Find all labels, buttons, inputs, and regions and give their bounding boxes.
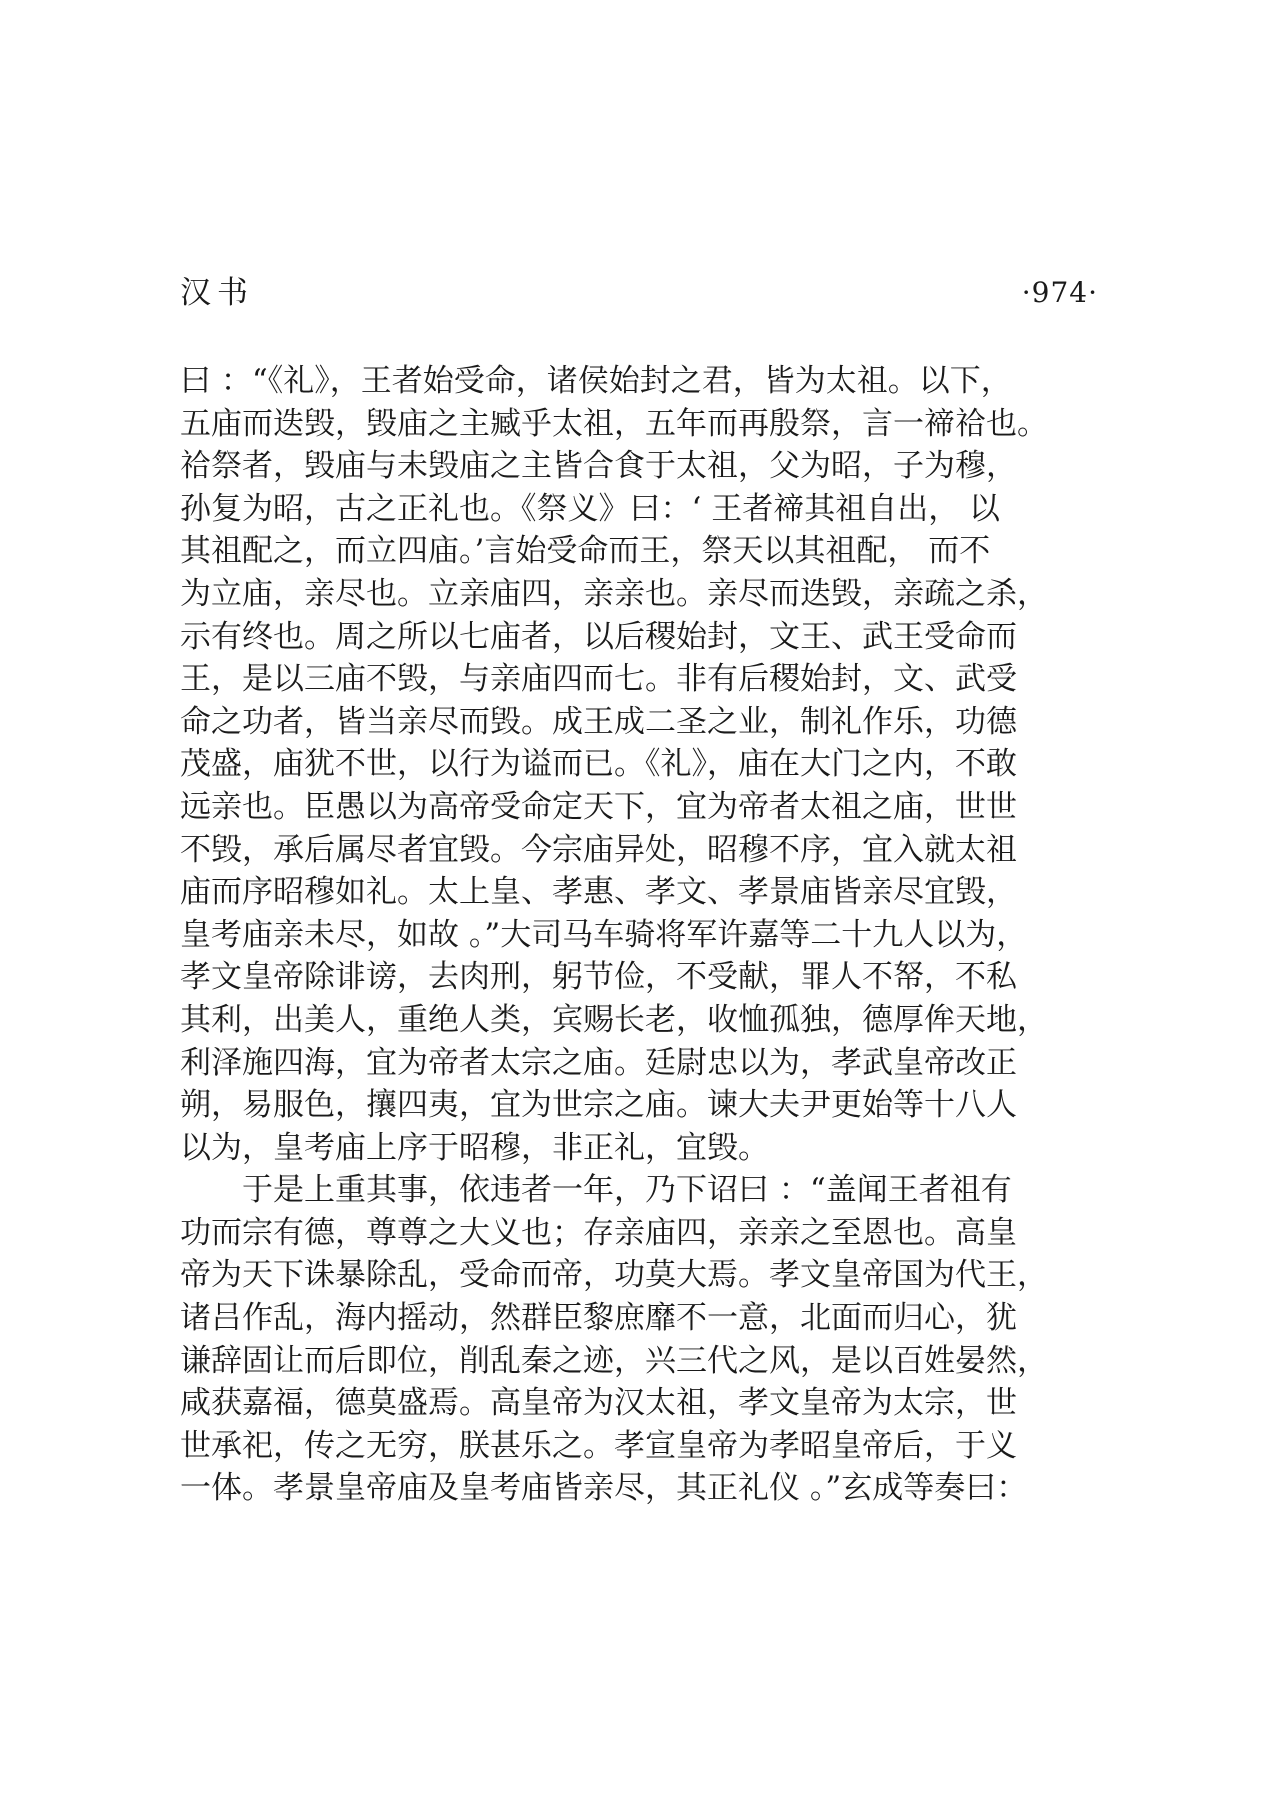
text-line: 茂盛，庙犹不世，以行为谥而已。《礼》，庙在大门之内，不敢: [180, 746, 1017, 783]
text-line: 其祖配之，而立四庙。’言始受命而王，祭天以其祖配， 而不: [180, 533, 991, 570]
text-line: 王，是以三庙不毁，与亲庙四而七。非有后稷始封，文、武受: [180, 661, 1017, 698]
text-line: 远亲也。臣愚以为高帝受命定天下，宜为帝者太祖之庙，世世: [180, 788, 1017, 825]
book-title: 汉书: [180, 275, 254, 311]
page-number: ·974·: [1021, 276, 1098, 309]
text-line: 示有终也。周之所以七庙者，以后稷始封，文王、武王受命而: [180, 618, 1017, 655]
paragraph-start-line: 于是上重其事，依违者一年，乃下诏曰 ：“盖闻王者祖有: [242, 1172, 1012, 1209]
text-line: 以为，皇考庙上序于昭穆，非正礼，宜毁。: [180, 1129, 769, 1166]
text-line: 不毁，承后属尽者宜毁。今宗庙异处，昭穆不序，宜入就太祖: [180, 831, 1017, 868]
text-line: 命之功者，皆当亲尽而毁。成王成二圣之业，制礼作乐，功德: [180, 703, 1017, 740]
text-line: 诸吕作乱，海内摇动，然群臣黎庶靡不一意，北面而归心，犹: [180, 1300, 1017, 1337]
text-line: 世承祀，传之无穷，朕甚乐之。孝宣皇帝为孝昭皇帝后，于义: [180, 1427, 1017, 1464]
text-line: 孝文皇帝除诽谤，去肉刑，躬节俭，不受献，罪人不帑，不私: [180, 959, 1017, 996]
text-line: 为立庙，亲尽也。立亲庙四，亲亲也。亲尽而迭毁，亲疏之杀，: [180, 575, 1048, 612]
page-header: [180, 268, 1098, 318]
text-line: 其利，出美人，重绝人类，宾赐长老，收恤孤独，德厚侔天地，: [180, 1001, 1048, 1038]
text-line: 皇考庙亲未尽，如故 。”大司马车骑将军许嘉等二十九人以为，: [180, 916, 1028, 953]
text-line: 功而宗有德，尊尊之大义也；存亲庙四，亲亲之至恩也。高皇: [180, 1214, 1017, 1251]
text-line: 利泽施四海，宜为帝者太宗之庙。廷尉忠以为，孝武皇帝改正: [180, 1044, 1017, 1081]
text-line: 朔，易服色，攘四夷，宜为世宗之庙。谏大夫尹更始等十八人: [180, 1087, 1017, 1124]
text-line: 祫祭者，毁庙与未毁庙之主皆合食于太祖，父为昭，子为穆，: [180, 448, 1017, 485]
text-line: 孙复为昭，古之正礼也。《祭义》曰：‘ 王者禘其祖自出， 以: [180, 490, 1001, 527]
text-line: 曰 ：“《礼》，王者始受命，诸侯始封之君，皆为太祖。以下，: [180, 363, 1012, 399]
text-line: 一体。孝景皇帝庙及皇考庙皆亲尽，其正礼仪 。”玄成等奏曰：: [180, 1470, 1028, 1507]
text-line: 帝为天下诛暴除乱，受命而帝，功莫大焉。孝文皇帝国为代王，: [180, 1257, 1048, 1294]
text-line: 庙而序昭穆如礼。太上皇、孝惠、孝文、孝景庙皆亲尽宜毁，: [180, 874, 1017, 911]
body-text: [180, 360, 1098, 1510]
text-line: 咸获嘉福，德莫盛焉。高皇帝为汉太祖，孝文皇帝为太宗，世: [180, 1385, 1017, 1422]
text-line: 谦辞固让而后即位，削乱秦之迹，兴三代之风，是以百姓晏然，: [180, 1342, 1048, 1379]
text-line: 五庙而迭毁，毁庙之主臧乎太祖，五年而再殷祭，言一禘祫也。: [180, 405, 1048, 442]
